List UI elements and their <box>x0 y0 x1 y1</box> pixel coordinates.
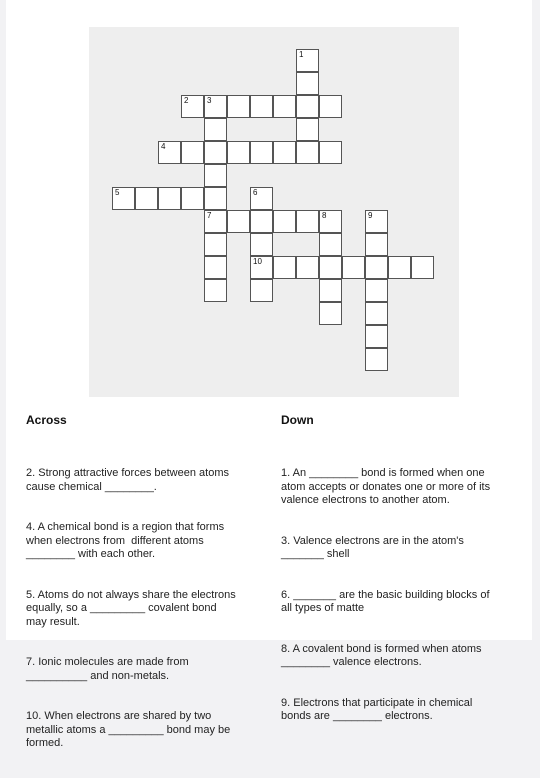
crossword-cell[interactable] <box>250 141 273 164</box>
clue-number: 8 <box>322 211 327 220</box>
crossword-cell[interactable] <box>250 210 273 233</box>
crossword-cell[interactable] <box>273 210 296 233</box>
crossword-cell[interactable] <box>319 256 342 279</box>
crossword-cell[interactable] <box>296 72 319 95</box>
clue-number: 3 <box>207 96 212 105</box>
crossword-cell[interactable] <box>204 279 227 302</box>
crossword-cell[interactable] <box>250 256 273 279</box>
down-clue-9: 9. Electrons that participate in chemical bonds are ________ electrons. <box>281 696 473 722</box>
crossword-cell[interactable] <box>342 256 365 279</box>
crossword-cell[interactable] <box>319 279 342 302</box>
crossword-cell[interactable] <box>181 141 204 164</box>
worksheet-page <box>6 0 532 749</box>
clue-number: 4 <box>161 142 166 151</box>
crossword-cell[interactable] <box>319 210 342 233</box>
crossword-grid <box>89 27 459 397</box>
down-clue-3: 3. Valence electrons are in the atom's _______ shell <box>281 534 464 560</box>
crossword-cell[interactable] <box>296 141 319 164</box>
crossword-cell[interactable] <box>135 187 158 210</box>
across-clue-2: 2. Strong attractive forces between atoms cause chemical ________. <box>26 467 229 493</box>
clue-number: 6 <box>253 188 258 197</box>
clue-number: 10 <box>253 257 262 266</box>
crossword-cell[interactable] <box>250 233 273 256</box>
crossword-cell[interactable] <box>273 141 296 164</box>
crossword-cell[interactable] <box>204 95 227 118</box>
crossword-cell[interactable] <box>158 187 181 210</box>
crossword-cell[interactable] <box>365 256 388 279</box>
across-clue-10: 10. When electrons are shared by two metallic atoms a _________ bond may be formed. <box>26 710 231 749</box>
crossword-cell[interactable] <box>227 210 250 233</box>
crossword-cell[interactable] <box>319 302 342 325</box>
down-clue-8: 8. A covalent bond is formed when atoms ________ valence electrons. <box>281 642 482 668</box>
crossword-cell[interactable] <box>273 256 296 279</box>
clue-number: 7 <box>207 211 212 220</box>
crossword-cell[interactable] <box>296 256 319 279</box>
crossword-cell[interactable] <box>204 233 227 256</box>
crossword-cell[interactable] <box>411 256 434 279</box>
crossword-cell[interactable] <box>296 210 319 233</box>
crossword-cell[interactable] <box>365 325 388 348</box>
crossword-cell[interactable] <box>319 233 342 256</box>
crossword-cell[interactable] <box>112 187 135 210</box>
crossword-cell[interactable] <box>204 164 227 187</box>
crossword-cell[interactable] <box>388 256 411 279</box>
clue-number: 2 <box>184 96 189 105</box>
crossword-cell[interactable] <box>296 118 319 141</box>
across-clue-4: 4. A chemical bond is a region that forms when electrons from different atoms ________ with each other. <box>26 521 225 560</box>
crossword-cell[interactable] <box>365 233 388 256</box>
crossword-cell[interactable] <box>365 279 388 302</box>
across-clues <box>26 440 271 778</box>
crossword-cell[interactable] <box>365 302 388 325</box>
crossword-cell[interactable] <box>227 141 250 164</box>
crossword-cell[interactable] <box>181 95 204 118</box>
crossword-cell[interactable] <box>204 118 227 141</box>
crossword-cell[interactable] <box>250 95 273 118</box>
clue-number: 5 <box>115 188 120 197</box>
across-heading: Across <box>26 413 67 427</box>
crossword-cell[interactable] <box>273 95 296 118</box>
crossword-cell[interactable] <box>204 256 227 279</box>
crossword-cell[interactable] <box>250 279 273 302</box>
clue-number: 9 <box>368 211 373 220</box>
across-clue-5: 5. Atoms do not always share the electrons equally, so a _________ covalent bond may result. <box>26 588 236 628</box>
crossword-cell[interactable] <box>250 187 273 210</box>
crossword-cell[interactable] <box>204 187 227 210</box>
clue-number: 1 <box>299 50 304 59</box>
crossword-cell[interactable] <box>204 141 227 164</box>
crossword-cell[interactable] <box>365 210 388 233</box>
down-heading: Down <box>281 413 314 427</box>
down-clue-1: 1. An ________ bond is formed when one atom accepts or donates one or more of its valence electrons to another atom. <box>281 467 491 506</box>
crossword-cell[interactable] <box>365 348 388 371</box>
across-clue-7: 7. Ionic molecules are made from __________ and non-metals. <box>26 656 189 682</box>
crossword-cell[interactable] <box>204 210 227 233</box>
crossword-cell[interactable] <box>319 95 342 118</box>
down-clue-6: 6. _______ are the basic building blocks of all types of matte <box>281 588 490 614</box>
crossword-cell[interactable] <box>296 49 319 72</box>
crossword-cell[interactable] <box>181 187 204 210</box>
crossword-cell[interactable] <box>227 95 250 118</box>
crossword-cell[interactable] <box>296 95 319 118</box>
crossword-cell[interactable] <box>319 141 342 164</box>
crossword-cell[interactable] <box>158 141 181 164</box>
down-clues <box>281 440 529 751</box>
